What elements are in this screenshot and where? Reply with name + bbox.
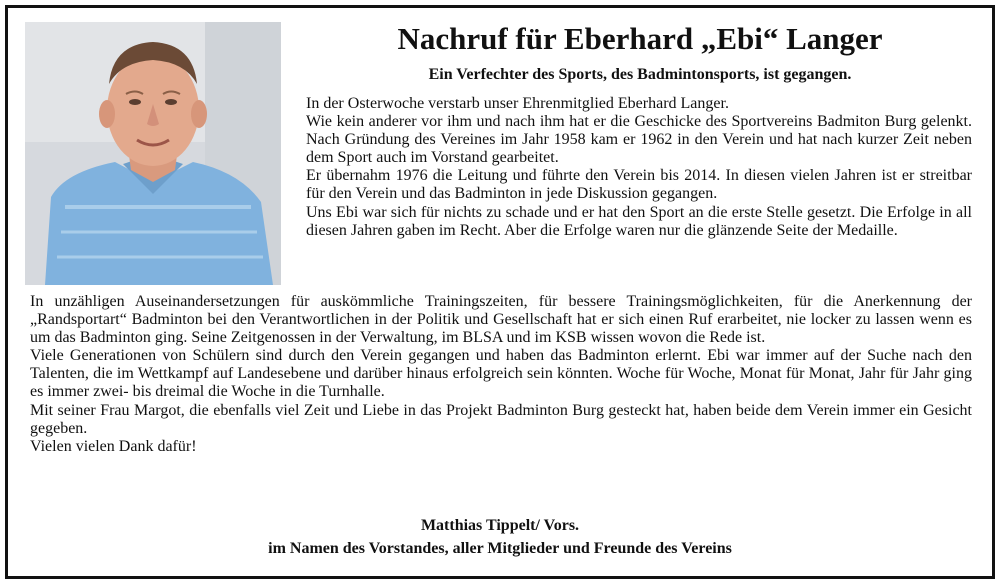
paragraph: Vielen vielen Dank dafür! [30,437,197,455]
paragraph: Wie kein anderer vor ihm und nach ihm hat er die Geschicke des Sportvereins Badmiton Burg gelenkt. Nach Gründung des Vereines im Jahr 1958 kam er 1962 in den Verein und hat nach kurzer Zeit neben dem Sport auch im Vorstand gearbeitet. [306,113,972,167]
obituary-subtitle: Ein Verfechter des Sports, des Badmintonsports, ist gegangen. [428,66,852,83]
paragraph: In der Osterwoche verstarb unser Ehrenmitglied Eberhard Langer. [306,95,729,112]
portrait-photo [25,22,281,285]
obituary-title: Nachruf für Eberhard „Ebi“ Langer [397,21,883,56]
signature-line: im Namen des Vorstandes, aller Mitglieder und Freunde des Vereins [268,540,732,557]
paragraph: Viele Generationen von Schülern sind durch den Verein gegangen und haben das Badminton erlernt. Ebi war immer auf der Suche nach den Talenten, die im Wettkampf auf Landesebene und darüber hinaus erfolgreich sein könnten. Woche für Woche, Monat für Monat, Jahr für Jahr ging es immer zwei- bis dreimal die Woche in die Turnhalle. [30,347,972,401]
obituary-text-beside-photo [306,95,972,240]
paragraph: In unzähligen Auseinandersetzungen für auskömmliche Trainingszeiten, für bessere Trainingsmöglichkeiten, für die Anerkennung der „Randsportart“ Badminton bei den Verantwortlichen in der Politik und Gesellschaft hat er sich einen Ruf erarbeitet, nie locker zu lassen wenn es um das Badminton ging. Seine Zeitgenossen in der Verwaltung, im BLSA und im KSB wissen wovon die Rede ist. [30,293,972,347]
signature-name: Matthias Tippelt/ Vors. [420,517,580,534]
obituary-text-full-width [30,293,972,456]
paragraph: Er übernahm 1976 die Leitung und führte den Verein bis 2014. In diesen vielen Jahren ist er streitbar für den Verein und das Badminton in jede Diskussion gegangen. [306,167,972,203]
paragraph: Mit seiner Frau Margot, die ebenfalls viel Zeit und Liebe in das Projekt Badminton Burg gesteckt hat, haben beide dem Verein immer ein Gesicht gegeben. [30,401,972,437]
paragraph: Uns Ebi war sich für nichts zu schade und er hat den Sport an die erste Stelle gesetzt. Die Erfolge in all diesen Jahren gaben im Recht. Aber die Erfolge waren nur die glänzende Seite der Medaille. [306,203,972,239]
